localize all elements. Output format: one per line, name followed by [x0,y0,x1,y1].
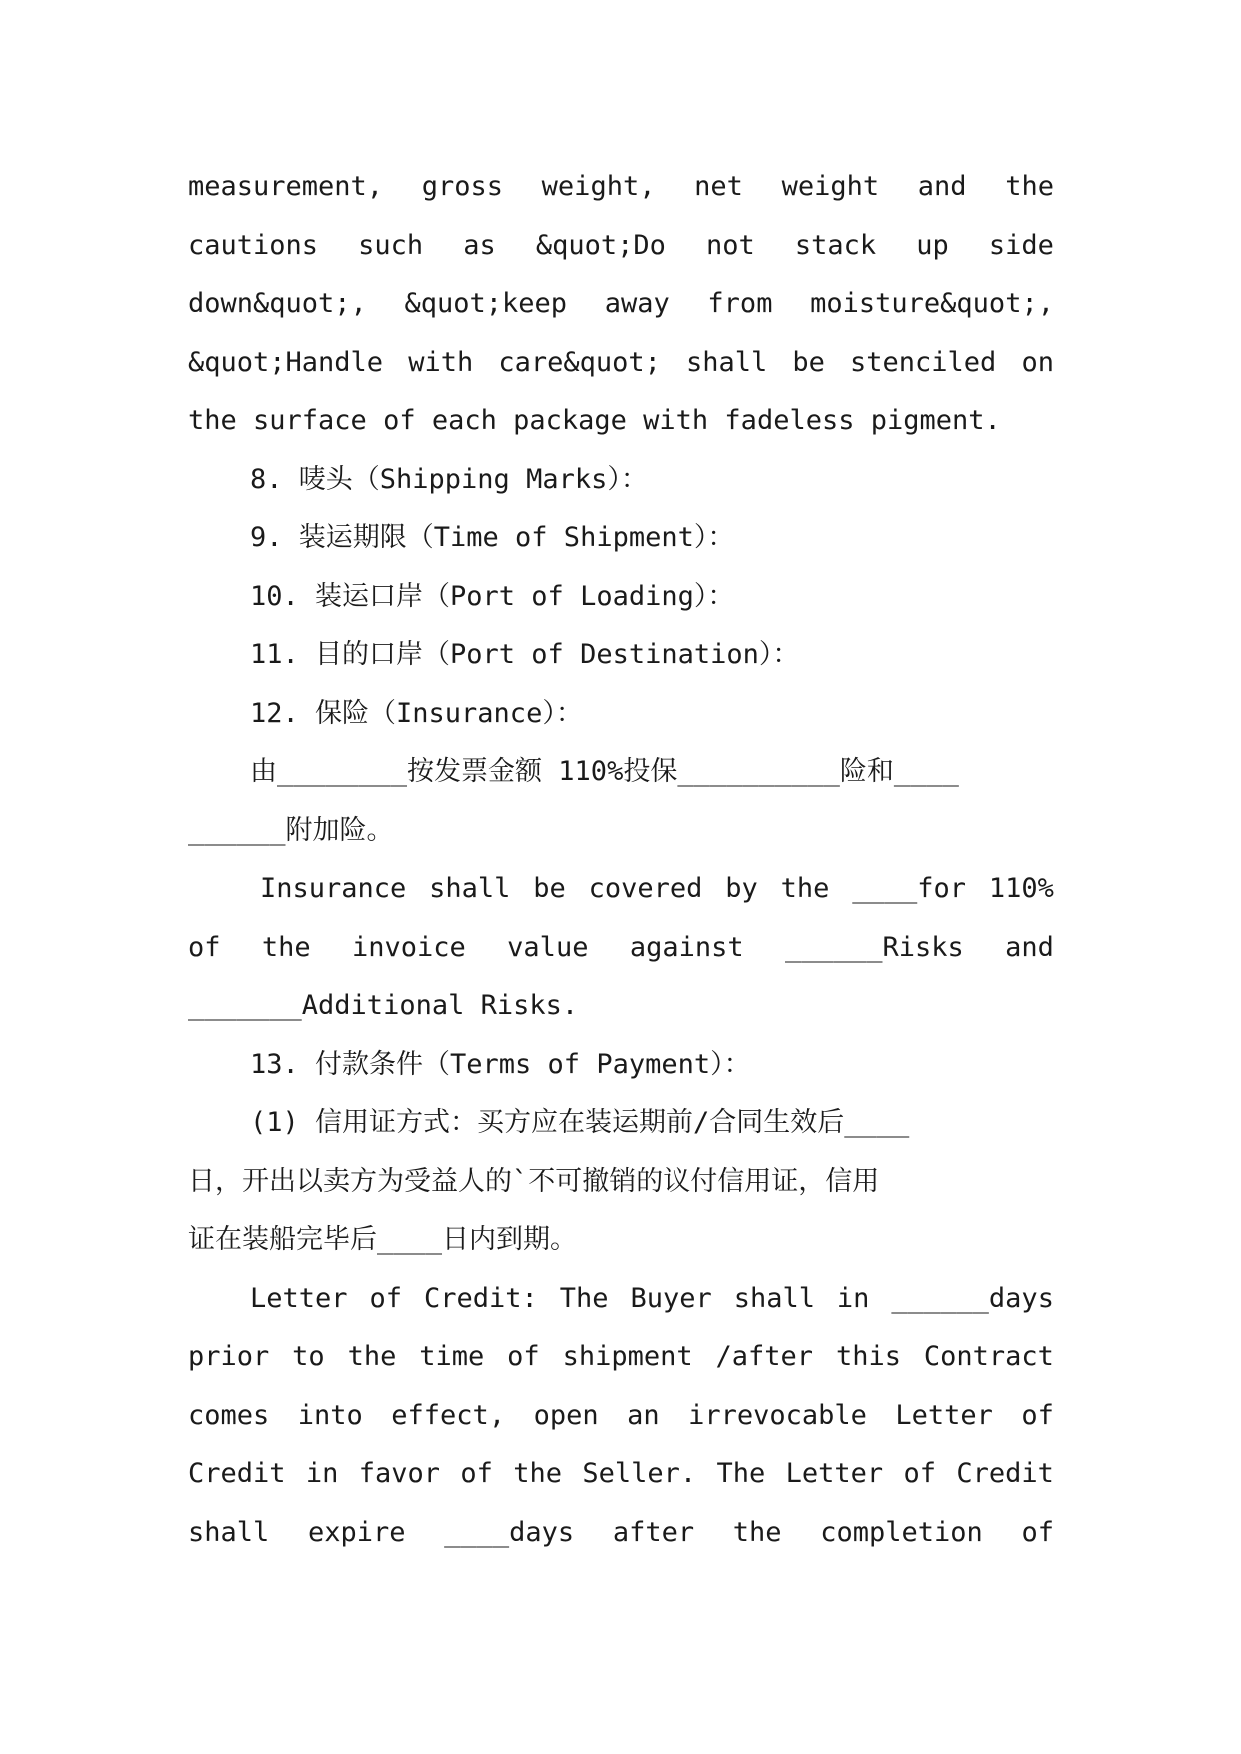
word: net [694,171,743,202]
word: the [261,931,311,963]
word: into [297,1399,363,1431]
word: the [1005,171,1054,202]
letter-of-credit-english [188,1270,1054,1563]
word: of [369,1282,403,1314]
word: Credit: [423,1282,538,1314]
word: down&quot;, [188,288,367,319]
word: side [988,229,1054,261]
word: not [706,229,755,261]
text-line [188,1504,1054,1563]
word: stack [794,229,877,261]
clause-13-terms-of-payment: 13. 付款条件（Terms of Payment）： [250,1048,751,1080]
word: the [513,1458,563,1489]
word: weight [781,171,880,202]
word: of [460,1458,493,1489]
word: on [1021,346,1054,378]
word: and [917,171,967,202]
insurance-chinese [188,743,1054,860]
word: invoice [352,931,466,963]
word: from [707,288,773,319]
word: to [292,1341,325,1372]
word: Seller. [582,1458,697,1489]
text-line: 由________按发票金额 110%投保__________险和____ [250,756,959,787]
word: the [347,1341,397,1372]
word: shipment [562,1341,693,1372]
word: such [358,229,424,261]
word: of [1021,1399,1054,1431]
document-page [188,158,1054,1562]
text-line [188,1387,1054,1446]
word: the [780,873,830,904]
word: ____days [444,1516,575,1548]
word: favor [358,1458,441,1489]
word: as [463,229,496,261]
word: up [916,229,949,261]
word: shall [733,1282,815,1314]
word: The [559,1282,609,1314]
word: stenciled [850,346,997,378]
word: completion [820,1516,983,1548]
word: value [507,931,589,963]
text-line: the surface of each package with fadeless pigment. [188,405,1001,436]
word: covered [588,873,703,904]
clause-12-insurance: 12. 保险（Insurance）： [250,697,583,729]
word: ______Risks [784,931,964,963]
word: time [419,1341,485,1372]
text-line [188,217,1054,276]
text-line: (1) 信用证方式：买方应在装运期前/合同生效后____ [250,1107,910,1138]
word: of [188,931,221,963]
word: measurement, [188,171,384,202]
insurance-english [188,860,1054,1036]
text-line [188,275,1054,334]
word: The [716,1458,766,1489]
word: in [305,1458,339,1489]
word: against [629,931,744,963]
word: Letter [895,1399,993,1431]
word: be [792,346,825,378]
word: shall [686,346,768,378]
clause-9-time-of-shipment: 9. 装运期限（Time of Shipment）： [250,522,735,553]
word: Letter [250,1282,348,1314]
word: weight, [541,171,656,202]
word: in [836,1282,870,1314]
word: cautions [188,229,319,261]
word: moisture&quot;, [810,288,1054,319]
text-line [188,860,1054,919]
text-line [188,158,1054,217]
text-line: 日，开出以卖方为受益人的`不可撤销的议付信用证，信用 [188,1165,880,1197]
text-line [188,1445,1054,1504]
text-line [188,1270,1054,1329]
text-line [188,334,1054,393]
word: care&quot; [498,346,661,378]
word: gross [421,171,504,202]
text-line [188,919,1054,978]
word: Insurance [260,873,407,904]
word: &quot;Handle [188,346,384,378]
word: expire [307,1516,406,1548]
word: of [903,1458,937,1489]
word: Letter [785,1458,884,1489]
word: Contract [923,1341,1054,1372]
word: Credit [188,1458,286,1489]
word: away [604,288,670,319]
word: irrevocable [688,1399,867,1431]
word: the [732,1516,782,1548]
word: and [1005,931,1054,963]
word: this [835,1341,901,1372]
word: Credit [956,1458,1054,1489]
word: of [507,1341,540,1372]
text-line [188,1328,1054,1387]
word: be [533,873,566,904]
word: effect, [391,1399,506,1431]
word: with [408,346,474,378]
clause-8-shipping-marks: 8. 唛头（Shipping Marks）： [250,463,648,495]
text-line: 证在装船完毕后____日内到期。 [188,1224,578,1255]
word: 110% [988,873,1054,904]
text-line: _______Additional Risks. [188,990,579,1021]
word: open [533,1399,599,1431]
clause-11-port-of-destination: 11. 目的口岸（Port of Destination）： [250,639,800,670]
word: ______days [891,1282,1054,1314]
word: &quot;Do [535,229,666,261]
word: by [725,873,758,904]
word: ____for [852,873,967,904]
word: after [612,1516,695,1548]
word: shall [188,1516,270,1548]
text-line: ______附加险。 [188,814,394,846]
word: prior [188,1341,270,1372]
paragraph-packing-marks [188,158,1054,451]
word: /after [715,1341,814,1372]
word: shall [429,873,511,904]
word: comes [188,1399,270,1431]
word: an [627,1399,660,1431]
word: of [1021,1516,1054,1548]
letter-of-credit-chinese [188,1094,1054,1270]
word: &quot;keep [404,288,568,319]
clause-10-port-of-loading: 10. 装运口岸（Port of Loading）： [250,580,735,612]
word: Buyer [630,1282,712,1314]
